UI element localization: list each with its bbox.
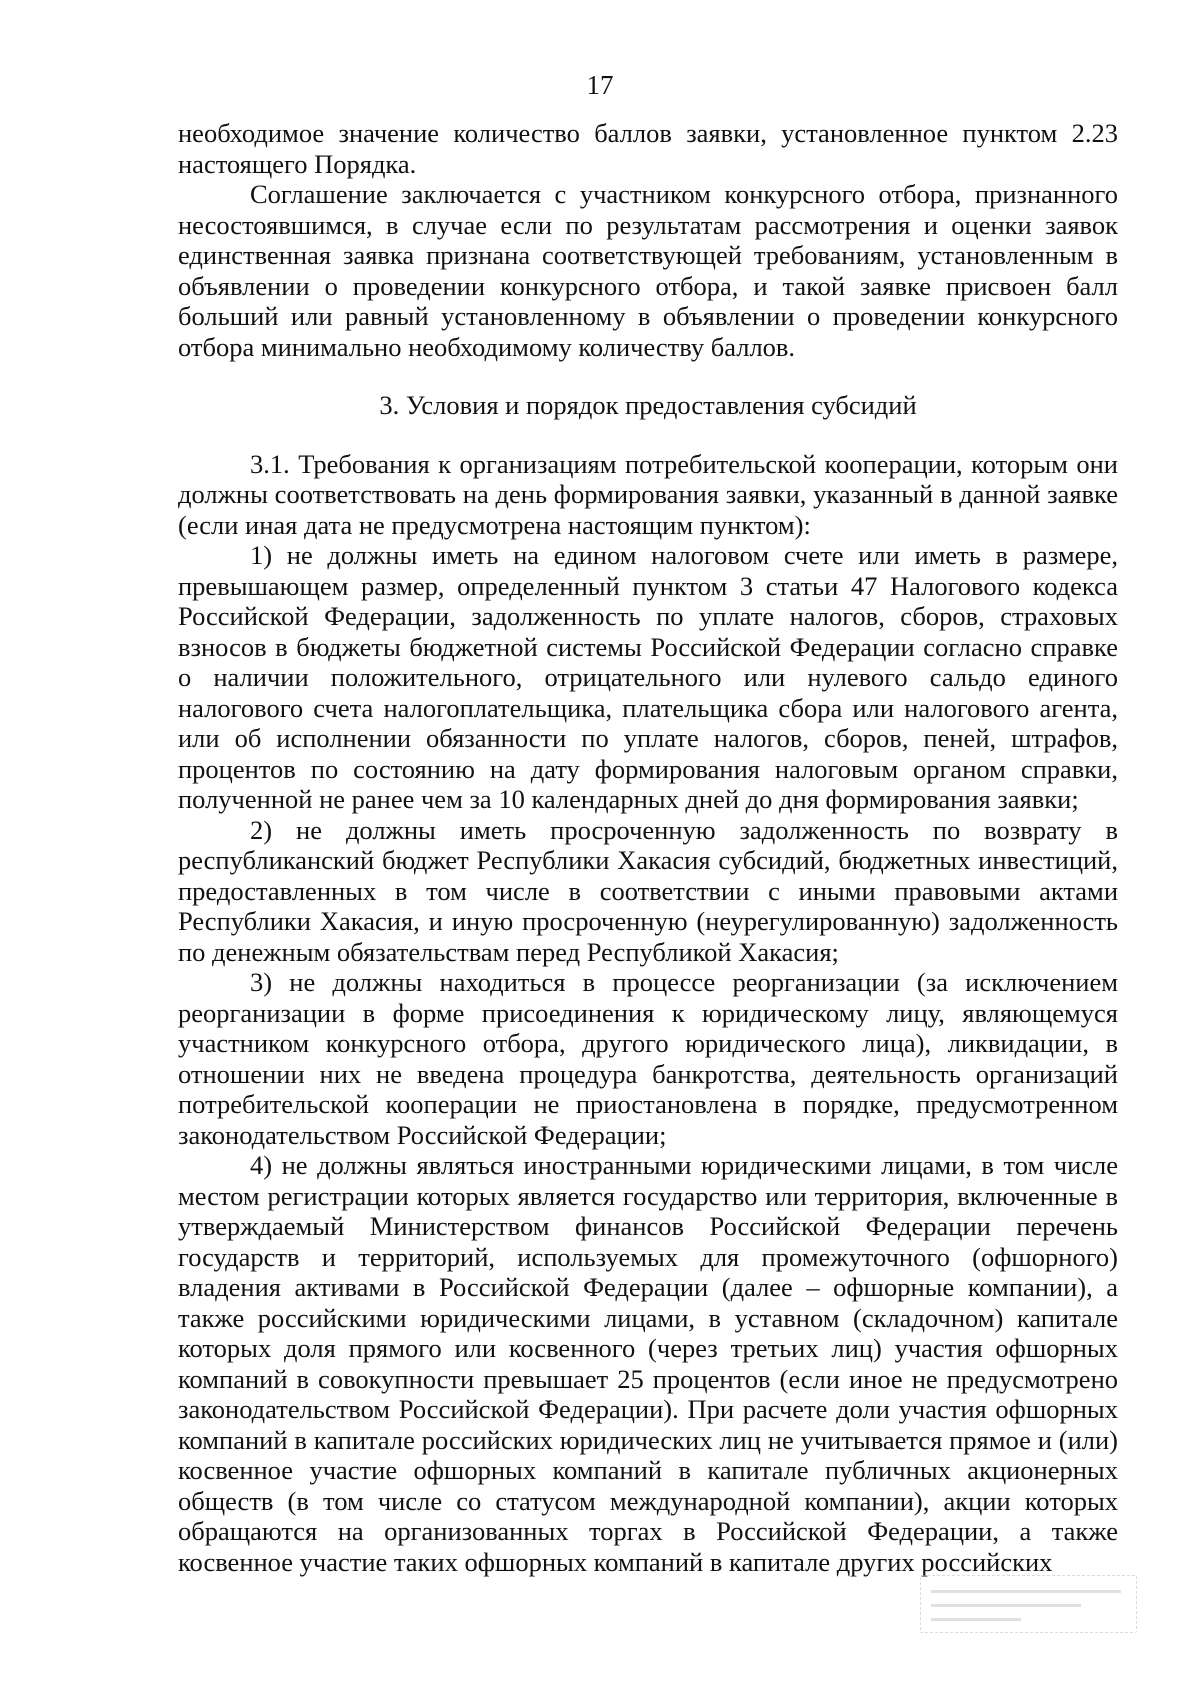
faded-stamp [920,1575,1137,1633]
page-number: 17 [586,70,614,100]
paragraph-item-2: 2) не должны иметь просроченную задолженность по возврату в республиканский бюджет Республики Хакасия субсидий, бюджетных инвестиций, предоставленных в том числе в соответствии с иными правовыми актами Республики Хакасия, и иную просроченную (неурегулированную) задолженность по денежным обязательствам перед Республикой Хакасия; [178,814,1118,967]
paragraph-continuation: необходимое значение количество баллов заявки, установленное пунктом 2.23 настоящего Порядка. [178,118,1118,179]
paragraph-item-3: 3) не должны находиться в процессе реорганизации (за исключением реорганизации в форме присоединения к юридическому лицу, являющемуся участником конкурсного отбора, другого юридического лица), ликвидации, в отношении них не введена процедура банкротства, деятельность организаций потребительской кооперации не приостановлена в порядке, предусмотренном законодательством Российской Федерации; [178,967,1118,1150]
paragraph-agreement: Соглашение заключается с участником конкурсного отбора, признанного несостоявшимся, в случае если по результатам рассмотрения и оценки заявок единственная заявка признана соответствующей требованиям, установленным в объявлении о проведении конкурсного отбора, и такой заявке присвоен балл больший или равный установленному в объявлении о проведении конкурсного отбора минимально необходимому количеству баллов. [178,179,1118,362]
document-body [178,118,1118,1577]
paragraph-3-1: 3.1. Требования к организациям потребительской кооперации, которым они должны соответствовать на день формирования заявки, указанный в данной заявке (если иная дата не предусмотрена настоящим пунктом): [178,448,1118,540]
section-heading: 3. Условия и порядок предоставления субсидий [379,390,917,420]
paragraph-item-1: 1) не должны иметь на едином налоговом счете или иметь в размере, превышающем размер, определенный пунктом 3 статьи 47 Налогового кодекса Российской Федерации, задолженность по уплате налогов, сборов, страховых взносов в бюджеты бюджетной системы Российской Федерации согласно справке о наличии положительного, отрицательного или нулевого сальдо единого налогового счета налогоплательщика, плательщика сбора или налогового агента, или об исполнении обязанности по уплате налогов, сборов, пеней, штрафов, процентов по состоянию на дату формирования налоговым органом справки, полученной не ранее чем за 10 календарных дней до дня формирования заявки; [178,540,1118,814]
paragraph-item-4: 4) не должны являться иностранными юридическими лицами, в том числе местом регистрации которых является государство или территория, включенные в утверждаемый Министерством финансов Российской Федерации перечень государств и территорий, используемых для промежуточного (офшорного) владения активами в Российской Федерации (далее – офшорные компании), а также российскими юридическими лицами, в уставном (складочном) капитале которых доля прямого или косвенного (через третьих лиц) участия офшорных компаний в совокупности превышает 25 процентов (если иное не предусмотрено законодательством Российской Федерации). При расчете доли участия офшорных компаний в капитале российских юридических лиц не учитывается прямое и (или) косвенное участие офшорных компаний в капитале публичных акционерных обществ (в том числе со статусом международной компании), акции которых обращаются на организованных торгах в Российской Федерации, а также косвенное участие таких офшорных компаний в капитале других российских [178,1150,1118,1577]
